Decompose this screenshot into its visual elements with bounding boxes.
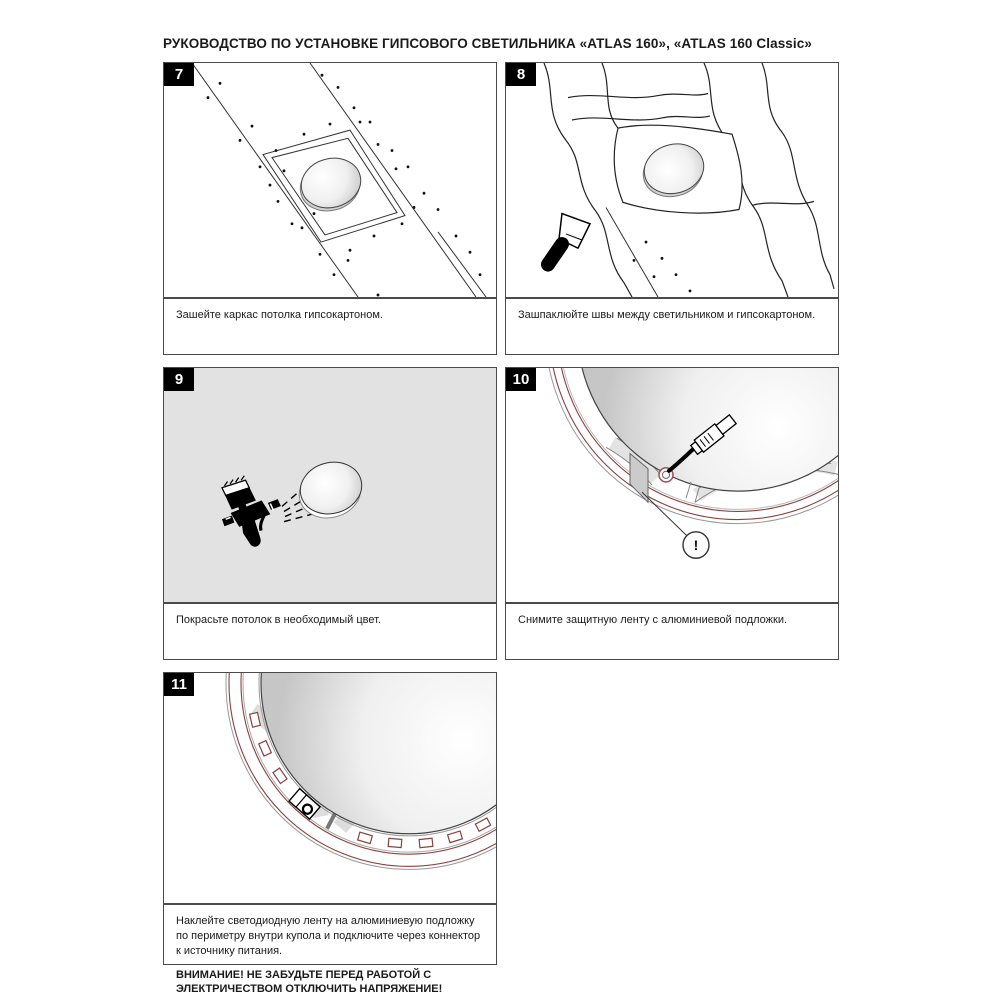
step-number-badge: 10 [506, 368, 536, 391]
panel-step-11 [163, 672, 497, 996]
panel-step-9 [163, 367, 497, 660]
step-caption [164, 297, 496, 354]
step-number-badge: 11 [164, 673, 194, 696]
caption-text: Зашпаклюйте швы между светильником и гипсокартоном. [518, 309, 816, 321]
led-strip-drawing [164, 673, 496, 903]
panel-step-8 [505, 62, 839, 355]
ceiling-drywall-illustration [164, 63, 496, 297]
page-title: РУКОВОДСТВО ПО УСТАНОВКЕ ГИПСОВОГО СВЕТИЛЬНИКА «ATLAS 160», «ATLAS 160 Classic» [163, 36, 812, 51]
step-number-badge: 9 [164, 368, 194, 391]
putty-seams-illustration [506, 63, 838, 297]
dome-tape-illustration [506, 368, 838, 602]
spray-paint-drawing [164, 368, 496, 602]
panel-step-10 [505, 367, 839, 660]
step-caption [506, 297, 838, 354]
caption-text: Снимите защитную ленту с алюминиевой подложки. [518, 614, 788, 626]
caption-text: Наклейте светодиодную ленту на алюминиевую подложку по периметру внутри купола и подключите через коннектор к источнику питания. [176, 915, 481, 957]
step-number-badge: 7 [164, 63, 194, 86]
drywall-ceiling-drawing [164, 63, 496, 297]
putty-knife-icon [548, 214, 590, 265]
panel-step-7 [163, 62, 497, 355]
step-caption [164, 602, 496, 659]
spray-paint-illustration [164, 368, 496, 602]
step-caption [506, 602, 838, 659]
led-strip-illustration [164, 673, 496, 903]
exclamation-mark: ! [693, 537, 699, 554]
putty-seams-drawing [506, 63, 838, 297]
remove-tape-drawing [506, 368, 838, 602]
step-caption [164, 903, 496, 996]
caption-text: Зашейте каркас потолка гипсокартоном. [176, 309, 383, 321]
step-number-badge: 8 [506, 63, 536, 86]
warning-text: ВНИМАНИЕ! НЕ ЗАБУДЬТЕ ПЕРЕД РАБОТОЙ С ЭЛЕКТРИЧЕСТВОМ ОТКЛЮЧИТЬ НАПРЯЖЕНИЕ! [176, 968, 443, 996]
caption-text: Покрасьте потолок в необходимый цвет. [176, 614, 381, 626]
